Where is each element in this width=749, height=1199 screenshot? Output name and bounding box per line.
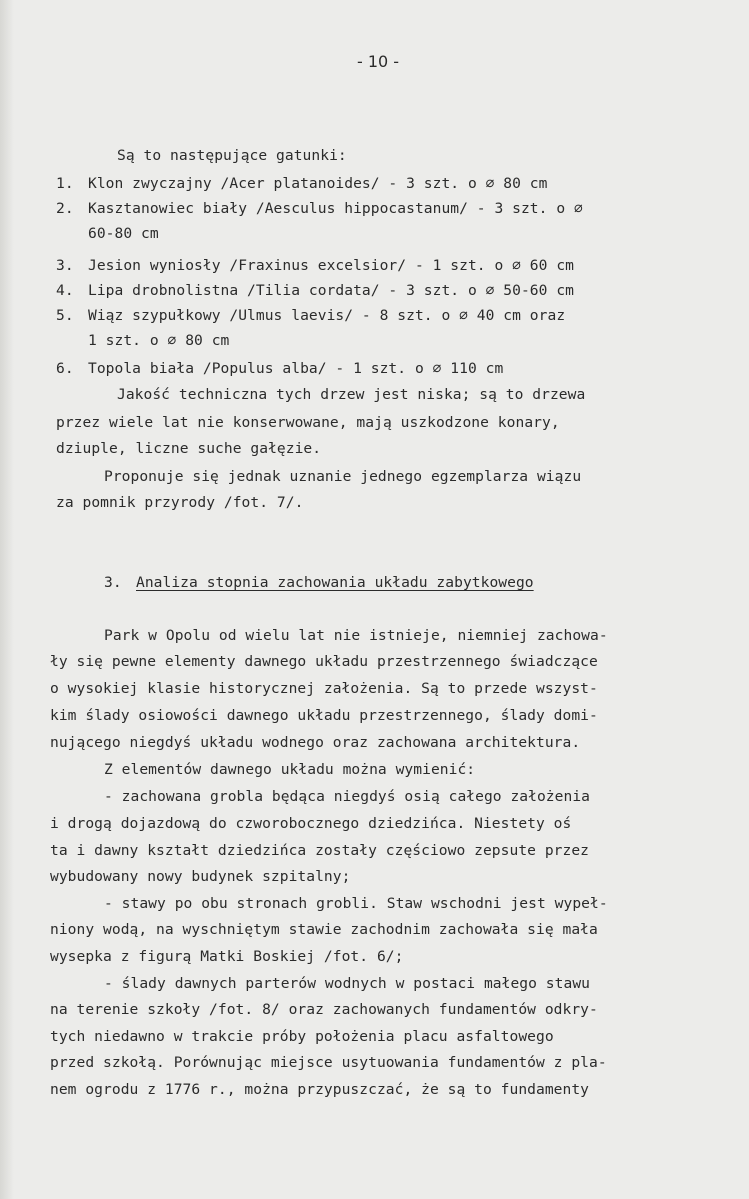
quality-paragraph-line: dziuple, liczne suche gałęzie. bbox=[56, 440, 322, 457]
species-item-5-continuation: 1 szt. o ∅ 80 cm bbox=[88, 332, 230, 349]
species-item-4-text: Lipa drobnolistna /Tilia cordata/ - 3 szt. o ∅ 50-60 cm bbox=[88, 282, 574, 299]
body-line: - zachowana grobla będąca niegdyś osią całego założenia bbox=[104, 788, 590, 805]
quality-paragraph-line: Jakość techniczna tych drzew jest niska; są to drzewa bbox=[117, 386, 586, 403]
species-item-3-number: 3. bbox=[56, 257, 74, 274]
species-item-2-text: Kasztanowiec biały /Aesculus hippocastanum/ - 3 szt. o ∅ bbox=[88, 200, 583, 217]
body-line: wysepka z figurą Matki Boskiej /fot. 6/; bbox=[50, 948, 404, 965]
proposal-paragraph-line: za pomnik przyrody /fot. 7/. bbox=[56, 494, 304, 511]
section-number: 3. bbox=[104, 574, 122, 591]
section-title: Analiza stopnia zachowania układu zabytkowego bbox=[136, 574, 534, 591]
proposal-paragraph-line: Proponuje się jednak uznanie jednego egzemplarza wiązu bbox=[104, 468, 582, 485]
body-line: nem ogrodu z 1776 r., można przypuszczać, że są to fundamenty bbox=[50, 1081, 590, 1098]
body-line: nującego niegdyś układu wodnego oraz zachowana architektura. bbox=[50, 734, 581, 751]
species-item-6-text: Topola biała /Populus alba/ - 1 szt. o ∅ 110 cm bbox=[88, 360, 504, 377]
quality-paragraph-line: przez wiele lat nie konserwowane, mają uszkodzone konary, bbox=[56, 414, 560, 431]
body-line: o wysokiej klasie historycznej założenia. Są to przede wszyst- bbox=[50, 680, 598, 697]
species-item-2-number: 2. bbox=[56, 200, 74, 217]
body-line: i drogą dojazdową do czworobocznego dziedzińca. Niestety oś bbox=[50, 815, 572, 832]
species-item-6-number: 6. bbox=[56, 360, 74, 377]
body-line: kim ślady osiowości dawnego układu przestrzennego, ślady domi- bbox=[50, 707, 598, 724]
page-number: - 10 - bbox=[357, 52, 400, 71]
body-line: Park w Opolu od wielu lat nie istnieje, niemniej zachowa- bbox=[104, 627, 608, 644]
species-item-4-number: 4. bbox=[56, 282, 74, 299]
page-edge-shadow bbox=[0, 0, 14, 1199]
species-item-3-text: Jesion wyniosły /Fraxinus excelsior/ - 1 szt. o ∅ 60 cm bbox=[88, 257, 574, 274]
body-line: wybudowany nowy budynek szpitalny; bbox=[50, 868, 351, 885]
body-line: - stawy po obu stronach grobli. Staw wschodni jest wypeł- bbox=[104, 895, 608, 912]
species-item-1-text: Klon zwyczajny /Acer platanoides/ - 3 szt. o ∅ 80 cm bbox=[88, 175, 548, 192]
species-item-2-continuation: 60-80 cm bbox=[88, 225, 159, 242]
body-line: - ślady dawnych parterów wodnych w postaci małego stawu bbox=[104, 975, 590, 992]
body-line: ta i dawny kształt dziedzińca zostały częściowo zepsute przez bbox=[50, 842, 590, 859]
body-line: na terenie szkoły /fot. 8/ oraz zachowanych fundamentów odkry- bbox=[50, 1001, 598, 1018]
species-intro: Są to następujące gatunki: bbox=[117, 147, 347, 164]
body-line: tych niedawno w trakcie próby położenia placu asfaltowego bbox=[50, 1028, 554, 1045]
body-line: niony wodą, na wyschniętym stawie zachodnim zachowała się mała bbox=[50, 921, 598, 938]
species-item-1-number: 1. bbox=[56, 175, 74, 192]
body-line: Z elementów dawnego układu można wymienić: bbox=[104, 761, 476, 778]
species-item-5-number: 5. bbox=[56, 307, 74, 324]
species-item-5-text: Wiąz szypułkowy /Ulmus laevis/ - 8 szt. o ∅ 40 cm oraz bbox=[88, 307, 566, 324]
body-line: ły się pewne elementy dawnego układu przestrzennego świadczące bbox=[50, 653, 598, 670]
body-line: przed szkołą. Porównując miejsce usytuowania fundamentów z pla- bbox=[50, 1054, 607, 1071]
